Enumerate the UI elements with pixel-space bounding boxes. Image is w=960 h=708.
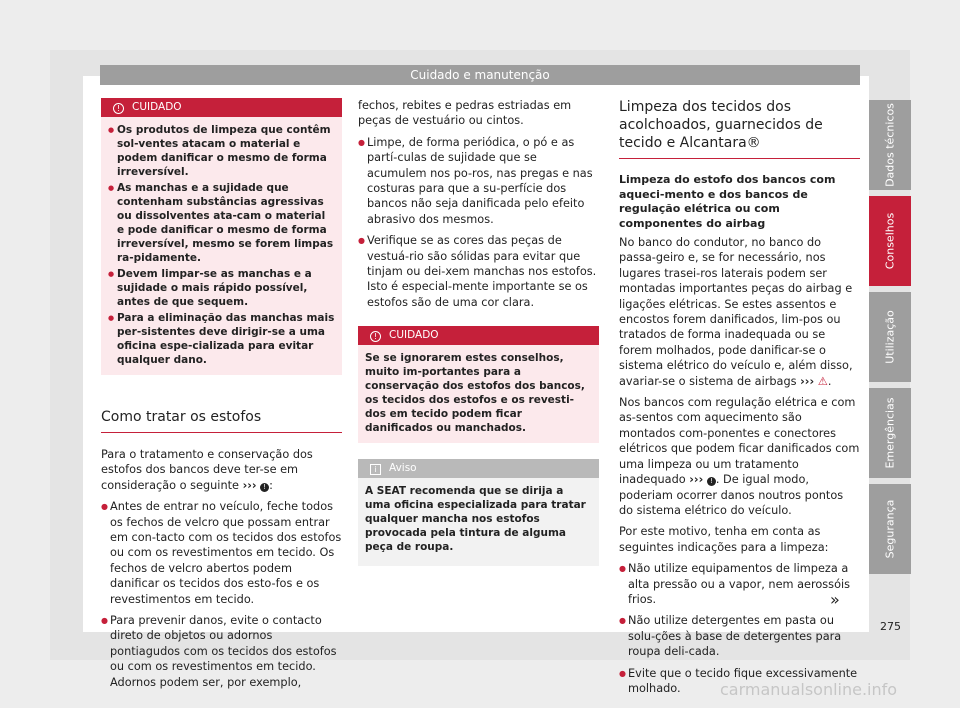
list-item: ● Não utilize equipamentos de limpeza a alta pressão ou a vapor, nem aerossóis frios. xyxy=(619,561,860,607)
paragraph-heated-seats xyxy=(619,395,860,518)
watermark: carmanualsonline.info xyxy=(720,680,898,699)
tab-label: Emergências xyxy=(883,397,897,469)
caution-box-1 xyxy=(101,98,342,375)
note-text: A SEAT recomenda que se dirija a uma oficina especializada para tratar qualquer mancha nos estofos provocada pela tintura de alguma peça de roupa. xyxy=(365,485,586,554)
caution-item: ● As manchas e a sujidade que contenham substâncias agressivas ou dissolventes ata-cam o material e pode danificar o mesmo de forma irreversível, mesmo se forem limpas ra-pidamente. xyxy=(108,181,335,265)
paragraph-indications: Por este motivo, tenha em conta as seguintes indicações para a limpeza: xyxy=(619,525,829,554)
list-item: ● Evite que o tecido fique excessivamente molhado. xyxy=(619,666,860,697)
cross-reference-arrows[interactable]: ››› xyxy=(689,473,704,487)
tab-label: Utilização xyxy=(883,310,897,364)
list-item: ● Limpe, de forma periódica, o pó e as partí-culas de sujidade que se acumulem nos po-ros, nas pregas e nas costuras para que a su-perfície dos bancos não seja danificada pelo efeito abrasivo dos mesmos. xyxy=(358,135,599,227)
subheading: Limpeza do estofo dos bancos com aqueci-mento e dos bancos de regulação elétrica ou com componentes do airbag xyxy=(619,173,836,230)
list-item: ● Para prevenir danos, evite o contacto direto de objetos ou adornos pontiagudos com os tecidos dos estofos ou com os revestimentos em tecido. Adornos podem ser, por exemplo, xyxy=(101,613,342,690)
paragraph-text: Nos bancos com regulação elétrica e com as-sentos com aquecimento são montados com-ponentes e conectores elétricos que podem ficar danificados com uma limpeza ou um tratamento inadequado xyxy=(619,396,860,487)
tab-label: Segurança xyxy=(883,499,897,559)
warning-dot-icon: ! xyxy=(707,477,716,486)
warning-dot-icon: ! xyxy=(260,483,269,492)
caution-header xyxy=(101,98,342,117)
note-label: Aviso xyxy=(389,462,417,475)
note-body xyxy=(358,478,599,566)
caution-label: CUIDADO xyxy=(132,101,182,113)
column-1 xyxy=(101,98,342,696)
paragraph-airbag xyxy=(619,235,860,389)
exclamation-circle-icon: ! xyxy=(370,331,381,342)
caution-box-2 xyxy=(358,326,599,443)
column-3 xyxy=(619,98,860,702)
continued-marker: » xyxy=(830,590,840,609)
section-title-estofos: Como tratar os estofos xyxy=(101,408,342,433)
caution-body xyxy=(358,345,599,443)
note-box xyxy=(358,459,599,566)
cross-reference-arrows[interactable]: ››› xyxy=(242,478,257,492)
page-number: 275 xyxy=(880,620,901,633)
intro-paragraph xyxy=(101,447,342,493)
caution-label: CUIDADO xyxy=(389,329,439,342)
continuation-text: fechos, rebites e pedras estriadas em peças de vestuário ou cintos. xyxy=(358,99,572,128)
tab-utilizacao[interactable] xyxy=(869,292,911,382)
chapter-header: Cuidado e manutenção xyxy=(100,65,860,85)
caution-item: ● Devem limpar-se as manchas e a sujidade o mais rápido possível, antes de que sequem. xyxy=(108,267,335,309)
intro-end: : xyxy=(269,478,273,492)
paragraph-text: . De igual modo, poderiam ocorrer danos noutros pontos do sistema elétrico do veículo. xyxy=(619,473,844,517)
caution-body xyxy=(101,117,342,375)
info-icon: i xyxy=(370,464,381,475)
caution-item: ● Os produtos de limpeza que contêm sol-ventes atacam o material e podem danificar o mesmo de forma irreversível. xyxy=(108,123,335,179)
intro-text: Para o tratamento e conservação dos estofos dos bancos deve ter-se em consideração o seguinte xyxy=(101,448,313,492)
caution-item: ● Para a eliminação das manchas mais per-sistentes deve dirigir-se a uma oficina espe-cializada para evitar qualquer dano. xyxy=(108,311,335,367)
paragraph-text: No banco do condutor, no banco do passa-geiro e, se for necessário, nos lugares trasei-ros laterais podem ser montadas importantes peças do airbag e ligações elétricas. Se estes assentos e encostos forem danificados, lim-pos ou tratados de forma inadequada ou se forem molhados, pode danificar-se o sistema elétrico do veículo e, além disso, avariar-se o sistema de airbags xyxy=(619,236,853,388)
tab-dados-tecnicos[interactable] xyxy=(869,100,911,190)
list-item: ● Verifique se as cores das peças de vestuá-rio são sólidas para evitar que tinjam ou dei-xem manchas nos estofos. Isto é especial-mente importante se os estofos são de uma cor clara. xyxy=(358,233,599,310)
tab-label: Dados técnicos xyxy=(883,103,897,187)
section-title-tecidos: Limpeza dos tecidos dos acolchoados, guarnecidos de tecido e Alcantara® xyxy=(619,98,860,159)
tab-conselhos[interactable] xyxy=(869,196,911,286)
list-item: ● Não utilize detergentes em pasta ou solu-ções à base de detergentes para roupa deli-cada. xyxy=(619,613,860,659)
exclamation-circle-icon: ! xyxy=(113,103,124,114)
paragraph-end: . xyxy=(827,374,832,388)
list-item: ● Antes de entrar no veículo, feche todos os fechos de velcro que possam entrar em con-tacto com os tecidos dos estofos ou com os revestimentos em tecido. Os fechos de velcro abertos podem danificar os tecidos dos esto-fos e os revestimentos em tecido. xyxy=(101,499,342,607)
warning-triangle-icon: ⚠ xyxy=(817,374,828,388)
caution-text: Se se ignorarem estes conselhos, muito im-portantes para a conservação dos estofos dos bancos, os tecidos dos estofos e os revesti-dos em tecido podem ficar danificados ou manchados. xyxy=(365,352,585,435)
tab-emergencias[interactable] xyxy=(869,388,911,478)
caution-header xyxy=(358,326,599,345)
tab-seguranca[interactable] xyxy=(869,484,911,574)
cross-reference-arrows[interactable]: ››› xyxy=(800,374,815,388)
tab-label: Conselhos xyxy=(883,212,897,270)
note-header xyxy=(358,459,599,478)
column-2 xyxy=(358,98,599,566)
